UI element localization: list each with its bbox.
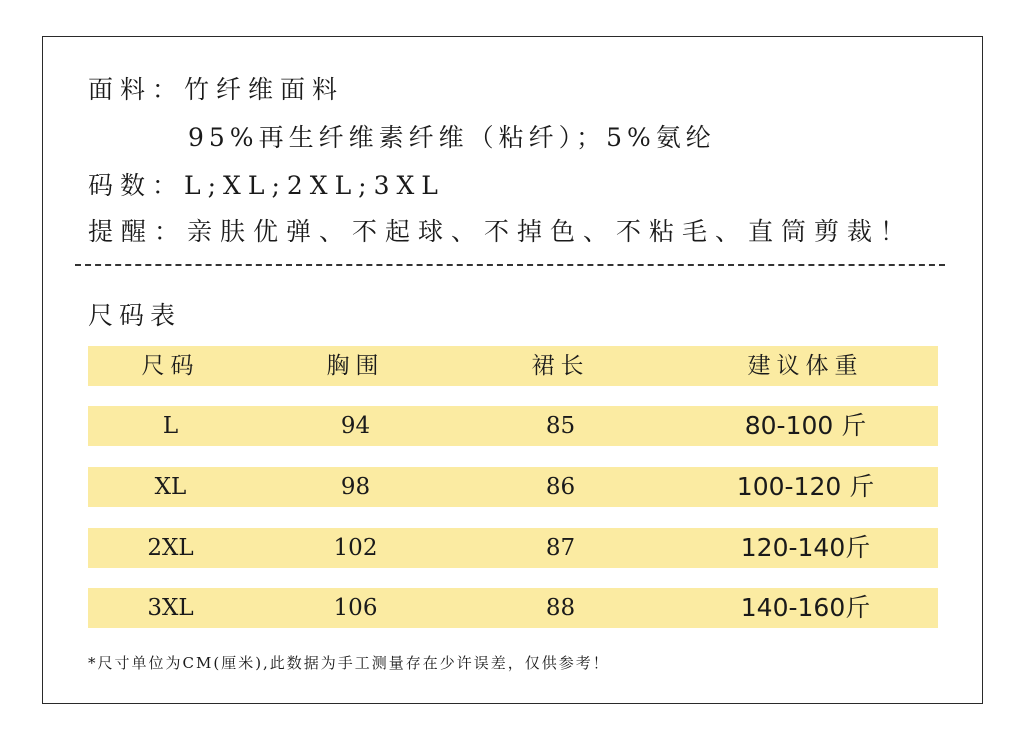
fabric-value: 竹纤维面料 xyxy=(184,75,345,104)
header-bust: 胸围 xyxy=(326,353,385,379)
sizes-value: L;XL;2XL;3XL xyxy=(184,171,445,200)
cell-size: 2XL xyxy=(147,535,194,561)
cell-weight: 140-160斤 xyxy=(740,593,871,622)
cell-weight: 100-120 斤 xyxy=(736,472,875,501)
cell-length: 86 xyxy=(545,474,576,500)
cell-length: 85 xyxy=(545,413,576,439)
header-weight: 建议体重 xyxy=(747,353,864,379)
size-chart-row xyxy=(88,406,938,446)
header-length: 裙长 xyxy=(531,353,590,379)
cell-length: 87 xyxy=(545,535,576,561)
sizes-label: 码数： xyxy=(88,171,185,200)
cell-weight: 120-140斤 xyxy=(740,533,871,562)
size-chart-title: 尺码表 xyxy=(88,301,182,330)
size-chart-row xyxy=(88,588,938,628)
header-size: 尺码 xyxy=(141,353,200,379)
cell-bust: 106 xyxy=(333,595,378,621)
cell-size: XL xyxy=(154,474,187,500)
sizes-line xyxy=(88,166,445,202)
dashed-divider xyxy=(75,264,945,266)
cell-bust: 98 xyxy=(340,474,371,500)
size-chart-header-row xyxy=(88,346,938,386)
reminder-value: 亲肤优弹、不起球、不掉色、不粘毛、直筒剪裁！ xyxy=(187,217,914,246)
cell-size: 3XL xyxy=(147,595,194,621)
composition-line: 95%再生纤维素纤维（粘纤）；5%氨纶 xyxy=(188,123,716,152)
size-chart-row xyxy=(88,467,938,507)
measurement-footnote: *尺寸单位为CM(厘米),此数据为手工测量存在少许误差，仅供参考！ xyxy=(88,654,610,672)
reminder-line xyxy=(88,212,913,248)
reminder-label: 提醒： xyxy=(88,217,188,246)
cell-size: L xyxy=(162,413,179,439)
fabric-line xyxy=(88,70,344,106)
cell-weight: 80-100 斤 xyxy=(744,411,867,440)
cell-bust: 94 xyxy=(340,413,371,439)
size-chart-row xyxy=(88,528,938,568)
cell-bust: 102 xyxy=(333,535,378,561)
cell-length: 88 xyxy=(545,595,576,621)
fabric-label: 面料： xyxy=(88,75,185,104)
